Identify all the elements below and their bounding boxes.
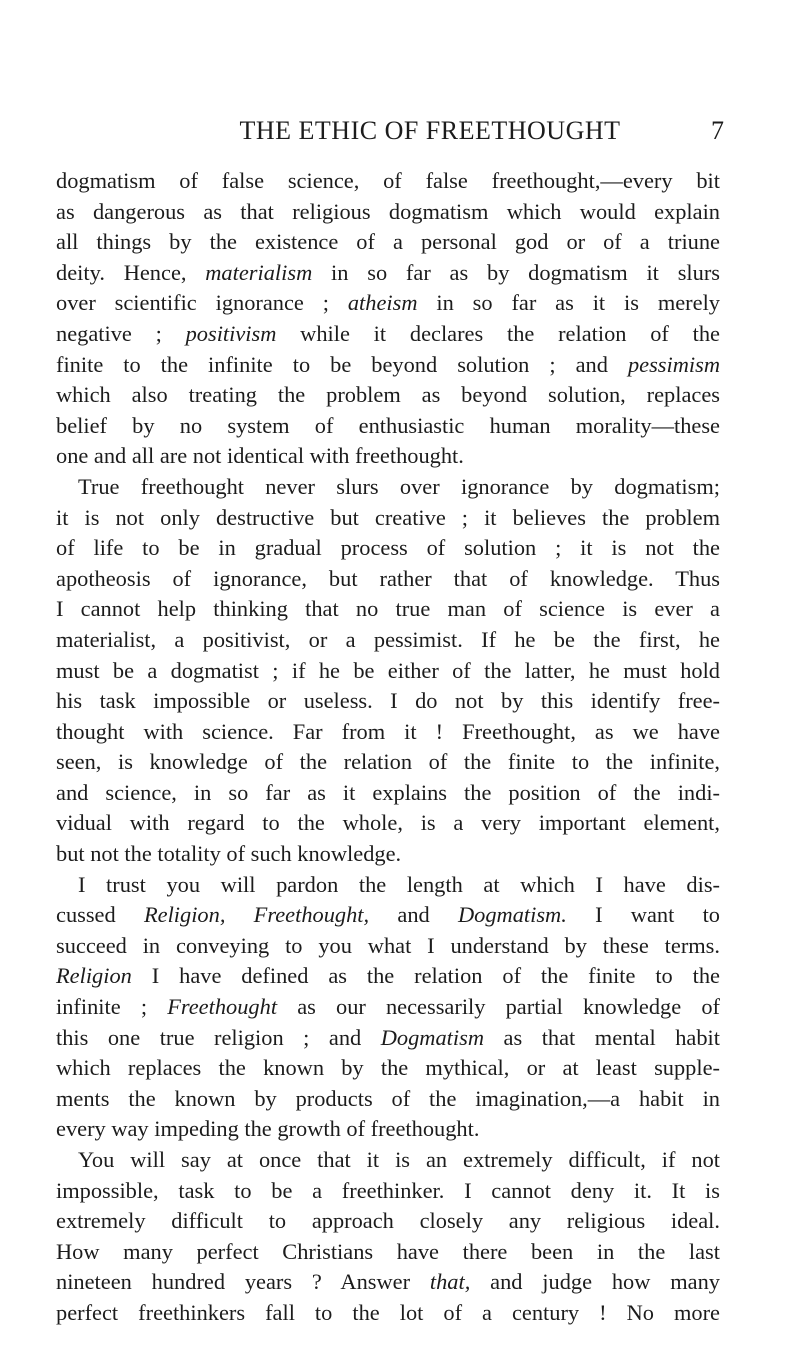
text-run: while it declares the relation of the — [276, 320, 720, 346]
text-run: deity. Hence, — [56, 259, 206, 285]
text-line — [56, 166, 720, 197]
italic-term: Dogmatism. — [457, 902, 567, 928]
text-run: I have defined as the relation of the finite to the — [131, 963, 720, 989]
text-run: one and all are not identical with freethought. — [56, 443, 464, 469]
text-run: and science, in so far as it explains the position of the indi- — [56, 779, 720, 805]
text-line — [56, 503, 720, 534]
text-line — [56, 778, 720, 809]
text-line — [56, 1176, 720, 1207]
text-line — [56, 1237, 720, 1268]
text-run: and — [369, 902, 458, 928]
text-line — [56, 350, 720, 381]
text-line — [56, 319, 720, 350]
running-header — [96, 114, 724, 148]
text-line — [56, 656, 720, 687]
text-line — [56, 1084, 720, 1115]
text-line — [56, 870, 720, 901]
text-run: as our necessarily partial knowledge of — [277, 994, 720, 1020]
italic-term: Freethought — [167, 994, 278, 1020]
text-run: of life to be in gradual process of solution ; it is not the — [56, 535, 720, 561]
text-run: every way impeding the growth of freethought. — [56, 1116, 480, 1142]
body-text — [56, 166, 720, 1329]
text-run: over scientific ignorance ; — [56, 290, 348, 316]
text-run: belief by no system of enthusiastic human morality—these — [56, 412, 720, 438]
text-line — [56, 564, 720, 595]
text-line — [56, 961, 720, 992]
text-run: and judge how many — [470, 1269, 720, 1295]
italic-term: Religion — [56, 963, 132, 989]
text-run: succeed in conveying to you what I understand by these terms. — [56, 932, 720, 958]
text-run: ments the known by products of the imagination,—a habit in — [56, 1085, 720, 1111]
text-run: which also treating the problem as beyond solution, replaces — [56, 382, 720, 408]
text-run: finite to the infinite to be beyond solution ; and — [56, 351, 628, 377]
text-line — [56, 258, 720, 289]
text-line — [56, 717, 720, 748]
text-run: seen, is knowledge of the relation of the finite to the infinite, — [56, 749, 720, 775]
text-run: in so far as by dogmatism it slurs — [312, 259, 720, 285]
text-line — [56, 380, 720, 411]
text-line — [56, 1206, 720, 1237]
text-line — [56, 1023, 720, 1054]
text-line — [56, 411, 720, 442]
text-run: thought with science. Far from it ! Freethought, as we have — [56, 718, 720, 744]
text-line — [56, 441, 720, 472]
text-run: as dangerous as that religious dogmatism which would explain — [56, 198, 720, 224]
text-run: You will say at once that it is an extremely difficult, if not — [78, 1147, 720, 1172]
text-line — [56, 839, 720, 870]
italic-term: positivism — [185, 320, 277, 346]
italic-term: pessimism — [627, 351, 720, 377]
text-line — [56, 808, 720, 839]
text-line — [56, 1145, 720, 1176]
text-run: negative ; — [56, 320, 186, 346]
text-line — [56, 931, 720, 962]
italic-term: Religion, Freethought, — [143, 902, 370, 928]
text-line — [56, 1267, 720, 1298]
text-run: his task impossible or useless. I do not by this identify free- — [56, 688, 720, 714]
italic-term: Dogmatism — [380, 1024, 485, 1050]
text-run: nineteen hundred years ? Answer — [56, 1269, 430, 1295]
text-run: impossible, task to be a freethinker. I cannot deny it. It is — [56, 1177, 720, 1203]
text-run: True freethought never slurs over ignorance by dogmatism; — [78, 473, 720, 499]
text-run: cussed — [56, 902, 144, 928]
text-run: must be a dogmatist ; if he be either of the latter, he must hold — [56, 657, 720, 683]
italic-term: atheism — [347, 290, 418, 316]
running-title: THE ETHIC OF FREETHOUGHT — [239, 116, 621, 145]
italic-term: that, — [429, 1269, 471, 1295]
text-line — [56, 197, 720, 228]
text-run: extremely difficult to approach closely any religious ideal. — [56, 1208, 720, 1234]
text-run: I trust you will pardon the length at which I have dis- — [78, 871, 720, 897]
text-line — [56, 992, 720, 1023]
text-line — [56, 288, 720, 319]
italic-term: materialism — [205, 259, 313, 285]
text-run: How many perfect Christians have there been in the last — [56, 1238, 720, 1264]
text-run: I cannot help thinking that no true man of science is ever a — [56, 596, 720, 622]
text-run: in so far as it is merely — [417, 290, 720, 316]
text-run: dogmatism of false science, of false freethought,—every bit — [56, 168, 720, 193]
text-line — [56, 227, 720, 258]
text-run: this one true religion ; and — [56, 1024, 381, 1050]
text-run: I want to — [566, 902, 720, 928]
text-run: all things by the existence of a personal god or of a triune — [56, 229, 720, 255]
text-line — [56, 594, 720, 625]
text-run: which replaces the known by the mythical, or at least supple- — [56, 1055, 720, 1081]
text-line — [56, 533, 720, 564]
text-run: but not the totality of such knowledge. — [56, 841, 402, 867]
text-line — [56, 1298, 720, 1329]
text-run: vidual with regard to the whole, is a very important element, — [56, 810, 720, 836]
text-line — [56, 686, 720, 717]
text-line — [56, 625, 720, 656]
text-run: it is not only destructive but creative ; it believes the problem — [56, 504, 720, 530]
text-line — [56, 472, 720, 503]
text-run: infinite ; — [56, 994, 168, 1020]
text-line — [56, 1053, 720, 1084]
page-number: 7 — [711, 116, 724, 145]
text-run: as that mental habit — [484, 1024, 720, 1050]
text-run: perfect freethinkers fall to the lot of a century ! No more — [56, 1299, 720, 1325]
text-line — [56, 900, 720, 931]
text-run: materialist, a positivist, or a pessimist. If he be the first, he — [56, 626, 720, 652]
text-line — [56, 1114, 720, 1145]
text-run: apotheosis of ignorance, but rather that of knowledge. Thus — [56, 565, 720, 591]
text-line — [56, 747, 720, 778]
